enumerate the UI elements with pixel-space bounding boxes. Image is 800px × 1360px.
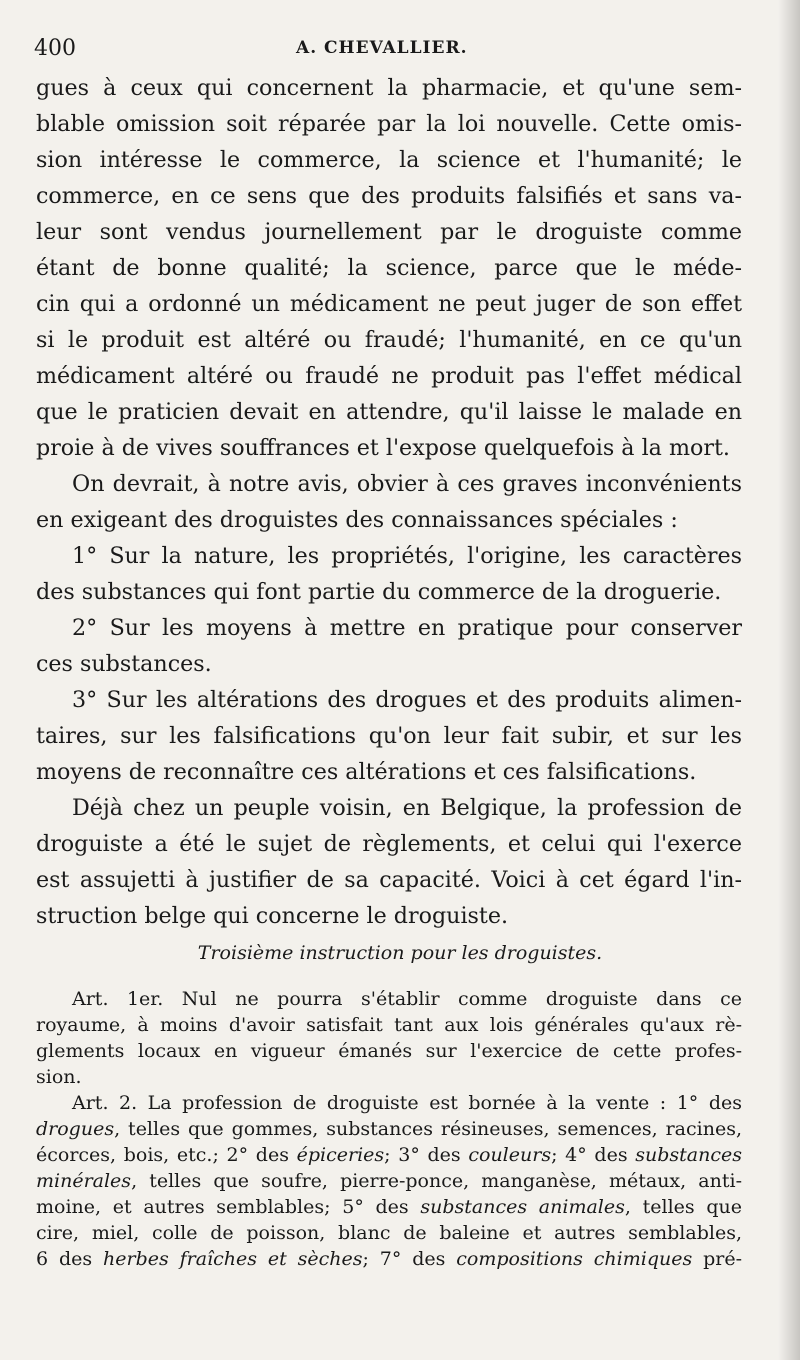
text-fragment: ; 4° des bbox=[551, 1144, 636, 1166]
text-line: moyens de reconnaître ces altérations et ces falsifications. bbox=[36, 759, 697, 785]
italic-term: minérales bbox=[36, 1170, 132, 1192]
text-fragment: 6 des bbox=[36, 1248, 103, 1270]
text-line: que le praticien devait en attendre, qu'il laisse le malade en bbox=[36, 399, 742, 425]
text-line: si le produit est altéré ou fraudé; l'humanité, en ce qu'un bbox=[36, 327, 742, 353]
italic-term: substances animales bbox=[420, 1196, 625, 1218]
text-line: sion. bbox=[36, 1066, 82, 1088]
text-line: Déjà chez un peuple voisin, en Belgique, la profession de bbox=[72, 795, 742, 821]
text-line: On devrait, à notre avis, obvier à ces graves inconvénients bbox=[72, 471, 742, 497]
text-line bbox=[36, 1142, 742, 1168]
text-line: étant de bonne qualité; la science, parce que le méde- bbox=[36, 255, 742, 281]
page-header bbox=[34, 36, 754, 64]
text-line: blable omission soit réparée par la loi nouvelle. Cette omis- bbox=[36, 111, 742, 137]
articles bbox=[36, 986, 742, 1272]
section-title: Troisième instruction pour les droguistes. bbox=[197, 942, 603, 964]
text-line: 2° Sur les moyens à mettre en pratique pour conserver bbox=[72, 615, 742, 641]
text-fragment: pré- bbox=[692, 1248, 743, 1270]
text-line: struction belge qui concerne le droguiste. bbox=[36, 903, 509, 929]
text-line: 1° Sur la nature, les propriétés, l'origine, les caractères bbox=[72, 543, 742, 569]
text-line bbox=[36, 1168, 742, 1194]
text-line: royaume, à moins d'avoir satisfait tant aux lois générales qu'aux rè- bbox=[36, 1014, 742, 1036]
text-line: gues à ceux qui concernent la pharmacie, et qu'une sem- bbox=[36, 75, 742, 101]
text-line: cin qui a ordonné un médicament ne peut juger de son effet bbox=[36, 291, 742, 317]
text-line: des substances qui font partie du commerce de la droguerie. bbox=[36, 579, 722, 605]
italic-term: drogues bbox=[36, 1118, 115, 1140]
text-line: taires, sur les falsifications qu'on leur fait subir, et sur les bbox=[36, 723, 742, 749]
text-line: est assujetti à justifier de sa capacité. Voici à cet égard l'in- bbox=[36, 867, 742, 893]
text-fragment: , telles que gommes, substances résineuses, semences, racines, bbox=[114, 1118, 742, 1140]
text-line bbox=[36, 1246, 742, 1272]
text-line: Art. 1er. Nul ne pourra s'établir comme droguiste dans ce bbox=[72, 988, 742, 1010]
text-line: glements locaux en vigueur émanés sur l'exercice de cette profes- bbox=[36, 1040, 742, 1062]
italic-term: herbes fraîches et sèches bbox=[103, 1248, 363, 1270]
text-line: médicament altéré ou fraudé ne produit pas l'effet médical bbox=[36, 363, 742, 389]
text-fragment: , telles que bbox=[624, 1196, 742, 1218]
italic-term: épiceries bbox=[296, 1144, 385, 1166]
italic-term: substances bbox=[635, 1144, 743, 1166]
text-line: Art. 2. La profession de droguiste est bornée à la vente : 1° des bbox=[72, 1092, 742, 1114]
italic-term: couleurs bbox=[468, 1144, 552, 1166]
text-line bbox=[36, 1116, 742, 1142]
text-line bbox=[36, 1194, 742, 1220]
text-line: en exigeant des droguistes des connaissances spéciales : bbox=[36, 507, 678, 533]
page-edge-shadow bbox=[778, 0, 800, 1360]
text-line: commerce, en ce sens que des produits falsifiés et sans va- bbox=[36, 183, 742, 209]
text-line: cire, miel, colle de poisson, blanc de baleine et autres semblables, bbox=[36, 1222, 742, 1244]
text-line: ces substances. bbox=[36, 651, 212, 677]
article-2 bbox=[36, 1090, 742, 1272]
text-fragment: ; 7° des bbox=[362, 1248, 457, 1270]
text-line: droguiste a été le sujet de règlements, et celui qui l'exerce bbox=[36, 831, 742, 857]
text-fragment: moine, et autres semblables; 5° des bbox=[36, 1196, 421, 1218]
page-number: 400 bbox=[34, 36, 76, 61]
text-fragment: ; 3° des bbox=[384, 1144, 469, 1166]
body-text bbox=[36, 70, 742, 934]
text-fragment: , telles que soufre, pierre-ponce, manganèse, métaux, anti- bbox=[131, 1170, 742, 1192]
article-1 bbox=[36, 986, 742, 1090]
text-line: sion intéresse le commerce, la science et l'humanité; le bbox=[36, 147, 742, 173]
text-line: proie à de vives souffrances et l'expose quelquefois à la mort. bbox=[36, 435, 730, 461]
text-line: leur sont vendus journellement par le droguiste comme bbox=[36, 219, 742, 245]
running-head: A. CHEVALLIER. bbox=[296, 38, 468, 58]
text-fragment: écorces, bois, etc.; 2° des bbox=[36, 1144, 297, 1166]
italic-term: compositions chimiques bbox=[456, 1248, 693, 1270]
text-line: 3° Sur les altérations des drogues et des produits alimen- bbox=[72, 687, 742, 713]
